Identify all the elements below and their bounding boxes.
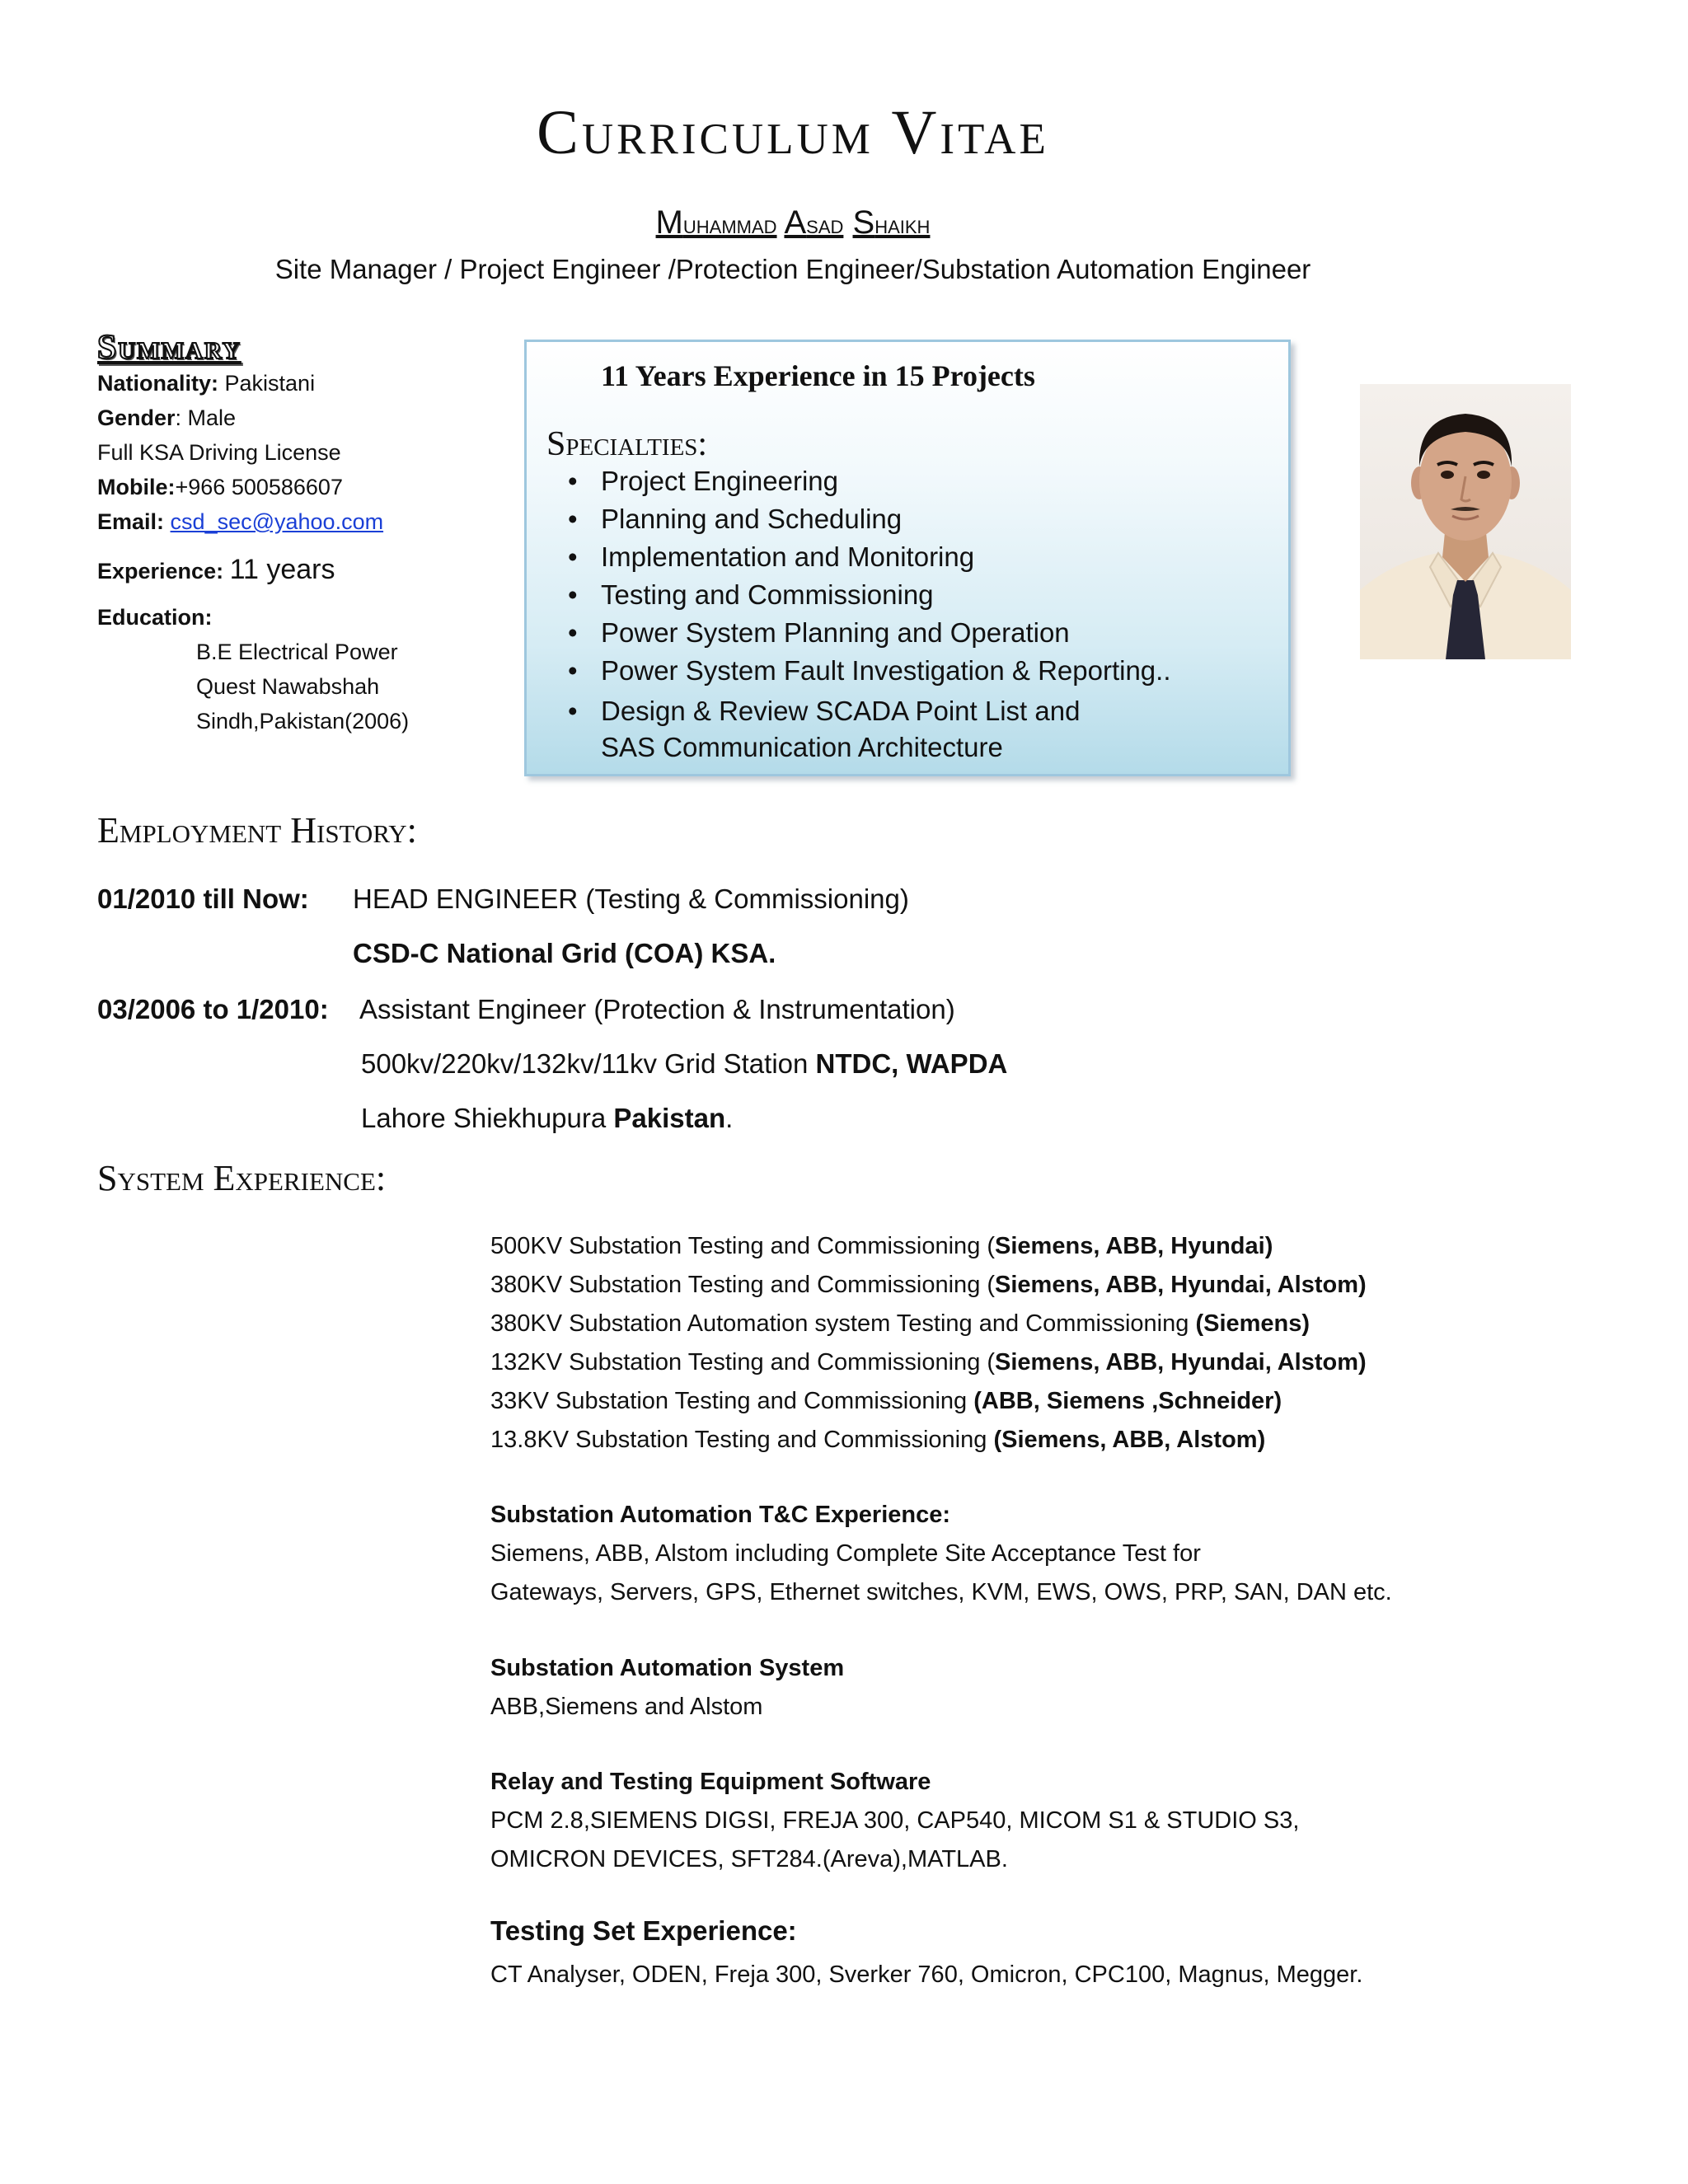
system-line xyxy=(490,1388,1282,1415)
system-line-text: 380KV Substation Testing and Commissioning ( xyxy=(490,1272,996,1298)
experience-banner: 11 Years Experience in 15 Projects xyxy=(601,359,1035,392)
system-line xyxy=(490,1310,1310,1338)
specialty-item xyxy=(568,693,1112,766)
specialty-text: Planning and Scheduling xyxy=(601,504,903,534)
job-title: Assistant Engineer (Protection & Instrumentation) xyxy=(359,994,955,1024)
specialty-item xyxy=(568,466,1260,497)
system-line-vendors: Siemens, ABB, Hyundai, Alstom) xyxy=(995,1349,1367,1376)
specialty-text: Implementation and Monitoring xyxy=(601,541,975,572)
job-roles: Site Manager / Project Engineer /Protection Engineer/Substation Automation Engineer xyxy=(274,254,1311,284)
sas-line: ABB,Siemens and Alstom xyxy=(490,1694,763,1720)
bullet-icon: • xyxy=(568,617,578,648)
nationality-line xyxy=(97,371,315,396)
system-line-vendors: Siemens, ABB, Hyundai, Alstom) xyxy=(995,1272,1367,1298)
bullet-icon: • xyxy=(568,579,578,610)
specialty-text: Design & Review SCADA Point List and SAS Communication Architecture xyxy=(601,696,1081,762)
specialty-item xyxy=(568,541,1260,573)
mobile-line xyxy=(97,475,343,500)
system-line xyxy=(490,1427,1265,1454)
job-country: Pakistan xyxy=(613,1103,726,1133)
license-line: Full KSA Driving License xyxy=(97,440,341,465)
job-city xyxy=(361,1103,733,1134)
system-line-vendors: Siemens, ABB, Hyundai) xyxy=(995,1233,1273,1259)
experience-value: 11 years xyxy=(229,554,335,585)
system-line-text: 132KV Substation Testing and Commissioning ( xyxy=(490,1349,996,1376)
system-line-text: 13.8KV Substation Testing and Commissioning xyxy=(490,1427,994,1453)
gender-value: : Male xyxy=(175,405,237,430)
specialties-heading: Specialties: xyxy=(546,425,708,463)
experience-line xyxy=(97,554,335,586)
system-line-vendors: (Siemens, ABB, Alstom) xyxy=(993,1427,1266,1453)
system-experience-heading: System Experience: xyxy=(97,1158,387,1198)
system-line-text: 33KV Substation Testing and Commissioning xyxy=(490,1388,974,1414)
gender-line xyxy=(97,405,236,431)
system-line xyxy=(490,1272,1367,1299)
name-last-rest: haikh xyxy=(874,209,931,239)
education-line: Quest Nawabshah xyxy=(196,674,380,699)
name-first-initial: M xyxy=(655,204,683,241)
profile-photo xyxy=(1360,384,1571,659)
specialties-box xyxy=(524,340,1291,776)
candidate-name xyxy=(0,204,1586,241)
system-line-vendors: (Siemens) xyxy=(1195,1310,1311,1337)
specialty-text: Power System Fault Investigation & Reporting.. xyxy=(601,655,1171,686)
job-date: 01/2010 till Now: xyxy=(97,883,309,914)
mobile-label: Mobile: xyxy=(97,475,176,499)
sa-tc-line: Gateways, Servers, GPS, Ethernet switches, KVM, EWS, OWS, PRP, SAN, DAN etc. xyxy=(490,1579,1392,1605)
bullet-icon: • xyxy=(568,655,578,686)
email-link[interactable]: csd_sec@yahoo.com xyxy=(170,509,384,534)
system-line xyxy=(490,1233,1273,1260)
sa-tc-line: Siemens, ABB, Alstom including Complete Site Acceptance Test for xyxy=(490,1540,1201,1567)
job-employer: CSD-C National Grid (COA) KSA. xyxy=(353,938,776,968)
gender-label: Gender xyxy=(97,405,176,430)
name-middle-initial: A xyxy=(784,204,807,241)
relay-line: PCM 2.8,SIEMENS DIGSI, FREJA 300, CAP540, MICOM S1 & STUDIO S3, xyxy=(490,1807,1300,1834)
name-middle-rest: sad xyxy=(806,209,844,239)
specialty-item xyxy=(568,617,1260,649)
specialty-item xyxy=(568,655,1260,687)
bullet-icon: • xyxy=(568,541,578,572)
job-location-text: 500kv/220kv/132kv/11kv Grid Station xyxy=(361,1048,816,1079)
name-first-rest: uhammad xyxy=(682,209,777,239)
bullet-icon: • xyxy=(568,466,578,496)
nationality-label: Nationality: xyxy=(97,371,219,396)
bullet-icon: • xyxy=(568,504,578,534)
specialty-item xyxy=(568,504,1260,535)
avatar-icon xyxy=(1360,384,1571,659)
education-line: B.E Electrical Power xyxy=(196,640,398,664)
specialty-item xyxy=(568,579,1260,611)
email-line xyxy=(97,509,383,535)
cv-title: Curriculum Vitae xyxy=(537,98,1049,167)
relay-heading: Relay and Testing Equipment Software xyxy=(490,1769,931,1795)
job-date: 03/2006 to 1/2010: xyxy=(97,994,329,1024)
summary-heading: Summary xyxy=(97,329,241,367)
job-employer: NTDC, WAPDA xyxy=(815,1048,1008,1079)
system-line-vendors: (ABB, Siemens ,Schneider) xyxy=(973,1388,1282,1414)
system-line-text: 380KV Substation Automation system Testing and Commissioning xyxy=(490,1310,1196,1337)
relay-line: OMICRON DEVICES, SFT284.(Areva),MATLAB. xyxy=(490,1846,1008,1872)
education-line: Sindh,Pakistan(2006) xyxy=(196,709,410,733)
education-label-text: Education: xyxy=(97,605,213,630)
job-city-period: . xyxy=(725,1103,734,1133)
education-label xyxy=(97,605,213,630)
specialty-text: Testing and Commissioning xyxy=(601,579,934,610)
sas-heading: Substation Automation System xyxy=(490,1655,845,1681)
system-line xyxy=(490,1349,1367,1376)
job-location xyxy=(361,1048,1007,1080)
system-line-text: 500KV Substation Testing and Commissioning ( xyxy=(490,1233,996,1259)
employment-heading: Employment History: xyxy=(97,810,417,851)
specialty-text: Power System Planning and Operation xyxy=(601,617,1070,648)
experience-label: Experience: xyxy=(97,559,224,583)
sa-tc-heading: Substation Automation T&C Experience: xyxy=(490,1502,951,1528)
job-title: HEAD ENGINEER (Testing & Commissioning) xyxy=(353,883,909,914)
name-last-initial: S xyxy=(852,204,875,241)
mobile-value: +966 500586607 xyxy=(175,475,343,499)
testing-line: CT Analyser, ODEN, Freja 300, Sverker 760, Omicron, CPC100, Magnus, Megger. xyxy=(490,1961,1363,1988)
bullet-icon: • xyxy=(568,696,578,726)
nationality-value: Pakistani xyxy=(218,371,316,396)
email-label: Email: xyxy=(97,509,165,534)
specialty-text: Project Engineering xyxy=(601,466,839,496)
testing-heading: Testing Set Experience: xyxy=(490,1915,797,1946)
job-city-text: Lahore Shiekhupura xyxy=(361,1103,614,1133)
